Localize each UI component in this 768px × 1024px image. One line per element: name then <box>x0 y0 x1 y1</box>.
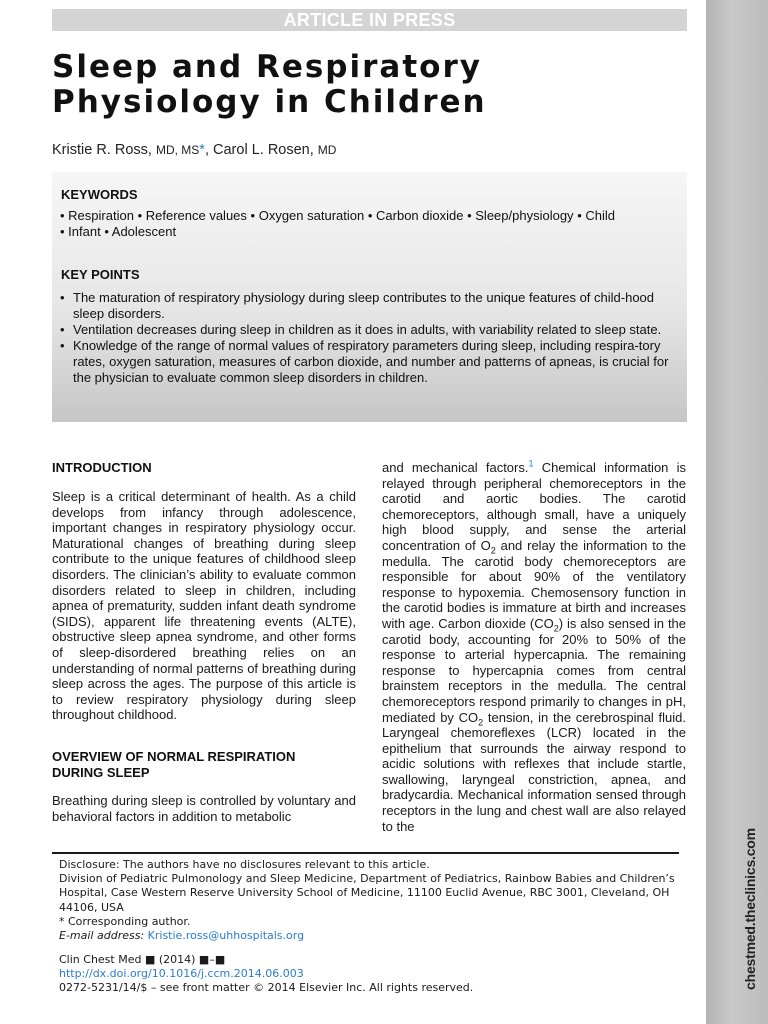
author-1-degrees: MD, MS <box>155 143 200 157</box>
keyword-item: • Carbon dioxide <box>367 208 464 223</box>
keyword-item: • Child <box>577 208 615 223</box>
keyword-item: • Adolescent <box>104 224 177 239</box>
body-column-left <box>52 460 356 824</box>
key-points-list <box>60 290 672 386</box>
introduction-paragraph: Sleep is a critical determinant of health. As a child develops from infancy through adolescence, important changes in respiratory physiology occur. Maturational changes of breathing during sleep contribute to the unique features of childhood sleep disorders. The clinician’s ability to evaluate common disorders related to sleep in children, including apnea of prematurity, sudden infant death syndrome (SIDS), apparent life threatening events (ALTE), obstructive sleep apnea syndrome, and other forms of sleep-disordered breathing relies on an understanding of normal patterns of breathing during sleep across the ages. The purpose of this article is to review respiratory physiology during sleep throughout childhood. <box>52 489 356 723</box>
copyright-line: 0272-5231/14/$ – see front matter © 2014 Elsevier Inc. All rights reserved. <box>59 981 474 995</box>
overview-heading: OVERVIEW OF NORMAL RESPIRATION DURING SLEEP <box>52 748 296 780</box>
keyword-item: • Respiration <box>60 208 134 223</box>
corresponding-author-note: * Corresponding author. <box>59 914 191 928</box>
keyword-item: • Reference values <box>137 208 247 223</box>
citation-block <box>59 953 679 996</box>
right-column-paragraph: and mechanical factors.$^1$ Chemical information is relayed through peripheral chemoreceptors in the carotid and aortic bodies. The carotid chemoreceptors, although small, have a uniquely high blood supply, and sense the arterial concentration of $O_2$ and relay the information to the medulla. The carotid body chemoreceptors are responsible for about 90% of the ventilatory response to hypoxemia. Chemosensory function in the carotid bodies is immature at birth and increases with age. Carbon dioxide $(CO_2)$ is also sensed in the carotid body, accounting for 20% to 50% of the response to arterial hypercapnia. The remaining response to hypercapnia comes from central brainstem receptors in the medulla. The central chemoreceptors respond primarily to changes in pH, mediated by $CO_2$ tension, in the cerebrospinal fluid. Laryngeal chemoreflexes (LCR) located in the epithelium that surrounds the airway respond to acidic solutions with reflexes that include startle, swallowing, laryngeal constriction, apnea, and bradycardia. Mechanical information sensed through receptors in the lung and chest wall are also relayed to the <box>382 458 687 834</box>
keywords-keypoints-box <box>52 172 687 422</box>
key-point-item: • The maturation of respiratory physiology during sleep contributes to the unique features of child-hood sleep disorders. <box>60 290 672 322</box>
email-link[interactable]: Kristie.ross@uhhospitals.org <box>147 929 305 943</box>
key-points-heading: KEY POINTS <box>61 267 140 282</box>
side-strip <box>706 0 768 1024</box>
journal-site-url[interactable]: chestmed.theclinics.com <box>742 828 758 990</box>
author-1-name: Kristie R. Ross, <box>52 142 152 158</box>
keyword-item: • Infant <box>60 224 101 239</box>
author-line <box>52 142 336 158</box>
introduction-heading: INTRODUCTION <box>52 460 152 475</box>
affiliation-note: Division of Pediatric Pulmonology and Sleep Medicine, Department of Pediatrics, Rainbow Babies and Children’s Hospital, Case Western Reserve University School of Medicine, 11100 Euclid Avenue, RBC 3001, Cleveland, OH 44106, USA <box>59 872 675 914</box>
title-line-2: Physiology in Children <box>52 84 487 120</box>
keywords-heading: KEYWORDS <box>61 187 138 202</box>
key-point-item: • Knowledge of the range of normal values of respiratory parameters during sleep, including respira-tory rates, oxygen saturation, measures of carbon dioxide, and number and patterns of apneas, is crucial for the physician to evaluate common sleep disorders in children. <box>60 338 672 386</box>
body-column-right <box>382 460 686 834</box>
author-2-degrees: MD <box>317 143 337 157</box>
reference-link[interactable]: 1 <box>528 458 534 469</box>
keywords-list <box>60 208 680 240</box>
corresponding-author-mark[interactable]: * <box>199 142 205 158</box>
title-line-1: Sleep and Respiratory <box>52 49 482 85</box>
doi-link[interactable]: http://dx.doi.org/10.1016/j.ccm.2014.06.003 <box>59 967 304 981</box>
key-point-item: • Ventilation decreases during sleep in children as it does in adults, with variability related to sleep state. <box>60 322 672 338</box>
keyword-item: • Oxygen saturation <box>250 208 365 223</box>
disclosure-note: Disclosure: The authors have no disclosures relevant to this article. <box>59 858 430 871</box>
email-label: E-mail address: <box>59 929 145 943</box>
email-line <box>59 929 679 943</box>
keyword-item: • Sleep/physiology <box>467 208 574 223</box>
overview-paragraph: Breathing during sleep is controlled by voluntary and behavioral factors in addition to metabolic <box>52 792 356 824</box>
journal-citation: Clin Chest Med ■ (2014) ■–■ <box>59 953 226 966</box>
footnotes <box>59 858 679 943</box>
footnote-divider <box>52 852 679 854</box>
article-in-press-banner: ARTICLE IN PRESS <box>52 9 687 31</box>
author-separator: , <box>204 142 209 158</box>
author-2-name: Carol L. Rosen, <box>213 142 314 158</box>
article-title <box>52 50 692 120</box>
